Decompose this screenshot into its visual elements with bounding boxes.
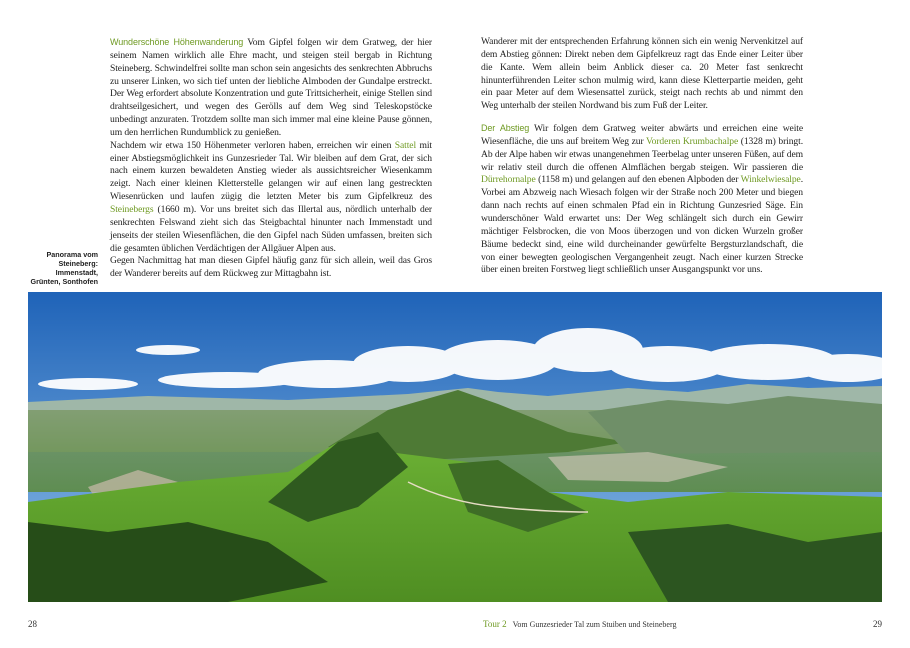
paragraph-abstieg	[481, 122, 803, 277]
place-highlight-krumbachalpe: Vorderen Krumbachalpe	[646, 135, 739, 147]
page-number-left: 28	[28, 619, 37, 629]
panorama-illustration	[28, 292, 882, 602]
paragraph-text: Vom Gipfel folgen wir dem Gratweg, der hier seinem Namen wirklich alle Ehre macht, und steigen steil bergab in Richtung Steineberg. Schwindelfrei sollte man schon sein angesichts des senkrechten Abbruchs zu unserer Linken, wo sich tief unten der liebliche Almboden der Gundalpe erstreckt. Der Weg erfordert absolute Konzentration und gute Trittsicherheit, einige Stellen sind drahtseilgesichert, und wegen des Gerölls auf dem Weg sind Teleskopstöcke unbedingt anzuraten. Trotzdem sollte man sich immer mal eine kleine Pause gönnen, um den herrlichen Rundumblick zu genießen.	[110, 37, 432, 138]
paragraph-hoehenwanderung	[110, 36, 432, 140]
tour-label: Tour 2	[483, 619, 507, 629]
place-highlight-duerrehornalpe: Dürrehornalpe	[481, 174, 536, 186]
section-heading-hoehenwanderung: Wunderschöne Höhenwanderung	[110, 37, 244, 47]
section-heading-abstieg: Der Abstieg	[481, 123, 530, 134]
paragraph-sattel	[110, 140, 432, 256]
page-number-right: 29	[873, 619, 882, 629]
place-highlight-steinebergs: Steinebergs	[110, 203, 154, 215]
tour-title: Vom Gunzesrieder Tal zum Stuiben und Steineberg	[512, 620, 677, 629]
place-highlight-winkelwiesalpe: Winkelwiesalpe	[740, 174, 801, 186]
paragraph-text: Wir folgen dem Gratweg weiter abwärts und erreichen eine weite Wiesenfläche, die uns auf breitem Weg zur	[481, 123, 803, 147]
tour-footer	[483, 619, 676, 629]
left-text-column	[110, 36, 432, 281]
place-highlight-sattel: Sattel	[394, 139, 417, 151]
paragraph-text: (1660 m). Vor uns breitet sich das Illertal aus, nördlich unterhalb der senkrechten Felswand zieht sich das Steigbachtal hinunter nach Immenstadt und jenseits der steilen Wiesenflächen, die den Gipfel nach Süden umfassen, breiten sich die gesamten üblichen Verdächtigen der Allgäuer Alpen aus.	[110, 203, 432, 254]
paragraph-text: mit einer Abstiegsmöglichkeit ins Gunzesrieder Tal. Wir bleiben auf dem Grat, der sich nach einem kurzen bewaldeten Anstieg wieder als aussichtsreicher Wiesenkamm zeigt. Nach einer kleinen Kletterstelle gelangen wir auf einen lang gestreckten Wiesenrücken und laufen zügig die letzten Meter bis zum Gipfelkreuz des	[110, 139, 432, 203]
photo-caption: Panorama vom Steineberg: Immenstadt, Grünten, Sonthofen	[30, 250, 98, 286]
paragraph-text: . Vorbei am Abzweig nach Wiesach folgen wir der Straße noch 200 Meter und biegen dann nach rechts auf einen schmalen Pfad ein in Richtung Gunzesried Säge. Ein wunderschöner Wald erwartet uns: Der Weg schlängelt sich durch ein Gewirr mächtiger Felsbrocken, die von Moos überzogen und von dicken Wurzeln großer Bäume bedeckt sind, eine wild durcheinander gewürfelte Bergsturzlandschaft, die von einer bewegten geologischen Vergangenheit zeugt. Nach einer kurzen Strecke über einen breiten Forstweg liegt schließlich unser Ausgangspunkt vor uns.	[481, 174, 803, 276]
paragraph-text: (1158 m) und gelangen auf den ebenen Alpboden der	[535, 174, 741, 186]
paragraph-text: Nachdem wir etwa 150 Höhenmeter verloren haben, erreichen wir einen	[110, 139, 395, 151]
panorama-photo	[28, 292, 882, 602]
right-text-column	[481, 36, 803, 277]
paragraph-text: (1328 m) bringt. Ab der Alpe haben wir etwas unangenehmen Teerbelag unter unseren Füßen, auf dem wir relativ steil durch die offenen Almflächen bergab steigen. Wir passieren die	[481, 135, 803, 173]
paragraph-nachmittag: Gegen Nachmittag hat man diesen Gipfel häufig ganz für sich allein, weil das Gros der Wanderer bereits auf dem Rückweg zur Mittagbahn ist.	[110, 255, 432, 280]
paragraph-leiter: Wanderer mit der entsprechenden Erfahrung können sich ein wenig Nervenkitzel auf dem Abstieg gönnen: Direkt neben dem Gipfelkreuz ragt das Ende einer Leiter über die Kante. Wem allein beim Anblick dieser ca. 20 Meter fast senkrecht hinunterführenden Leiter schon mulmig wird, kann diese Kletterpartie meiden, geht ein paar Meter auf dem Wiesensattel zurück, steigt nach rechts ab und nimmt den Weg unterhalb der steilen Nordwand bis zum Fuß der Leiter.	[481, 36, 803, 112]
